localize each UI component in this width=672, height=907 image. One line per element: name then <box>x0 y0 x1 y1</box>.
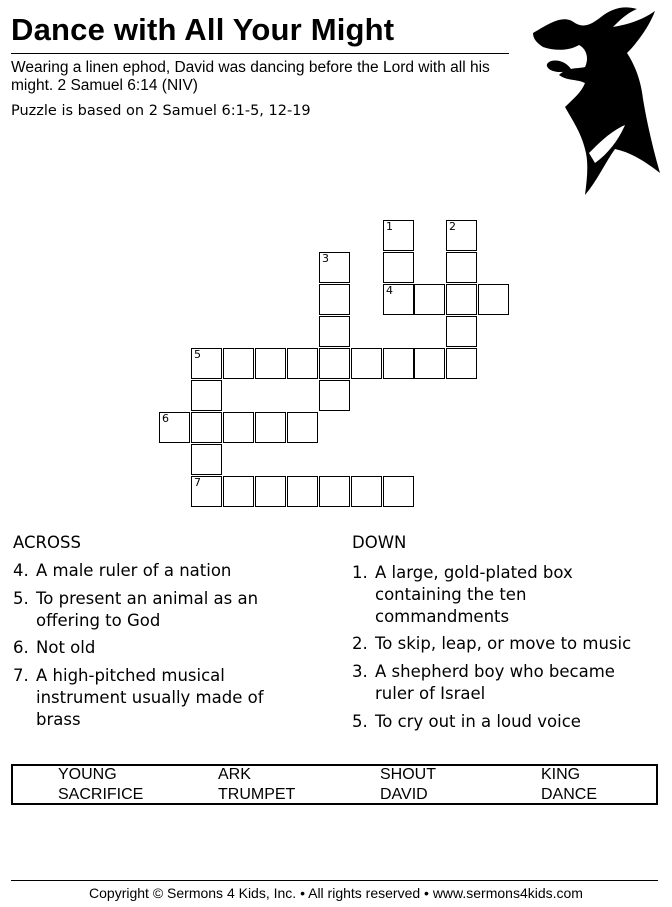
scripture-verse: Wearing a linen ephod, David was dancing before the Lord with all his might. 2 Samuel 6:14 (NIV) <box>11 59 490 94</box>
crossword-cell[interactable] <box>319 348 350 379</box>
crossword-cell[interactable] <box>319 252 350 283</box>
clue-text: To skip, leap, or move to music <box>375 634 632 653</box>
crossword-cell[interactable] <box>351 476 382 507</box>
crossword-cell[interactable] <box>223 412 254 443</box>
crossword-cell[interactable] <box>414 284 445 315</box>
clue-num: 5. <box>13 589 29 608</box>
clue-num: 7. <box>13 666 29 685</box>
crossword-cell[interactable] <box>287 476 318 507</box>
crossword-cell[interactable] <box>191 412 222 443</box>
crossword-cell[interactable] <box>383 476 414 507</box>
crossword-cell[interactable] <box>351 348 382 379</box>
clue-num: 6. <box>13 638 29 657</box>
crossword-cell[interactable] <box>191 380 222 411</box>
clue-num: 3. <box>352 662 368 681</box>
crossword-cell[interactable] <box>383 220 414 251</box>
clue-text: A male ruler of a nation <box>36 561 232 580</box>
crossword-cell[interactable] <box>446 348 477 379</box>
crossword-cell[interactable] <box>287 412 318 443</box>
crossword-cell[interactable] <box>478 284 509 315</box>
crossword-cell[interactable] <box>446 220 477 251</box>
word-bank-item: DAVID <box>380 786 428 803</box>
word-bank <box>11 764 658 805</box>
crossword-cell[interactable] <box>383 348 414 379</box>
crossword-cell[interactable] <box>446 252 477 283</box>
crossword-cell[interactable] <box>287 348 318 379</box>
clue-num: 1. <box>352 563 368 582</box>
clue-num: 5. <box>352 712 368 731</box>
crossword-cell[interactable] <box>319 476 350 507</box>
word-bank-item: DANCE <box>541 786 598 803</box>
clue-text: To cry out in a loud voice <box>375 712 581 731</box>
clue-number: 2 <box>449 220 456 233</box>
word-bank-item: KING <box>541 766 581 783</box>
footer-divider <box>11 880 658 881</box>
clue-num: 4. <box>13 561 29 580</box>
crossword-cell[interactable] <box>446 284 477 315</box>
puzzle-source: Puzzle is based on 2 Samuel 6:1-5, 12-19 <box>11 103 311 119</box>
across-heading: ACROSS <box>13 533 81 552</box>
clue-text: Not old <box>36 638 96 657</box>
clue-text: A high-pitched musical instrument usually made of brass <box>36 666 264 729</box>
copyright-notice: Copyright © Sermons 4 Kids, Inc. • All rights reserved • www.sermons4kids.com <box>89 885 583 901</box>
crossword-cell[interactable] <box>255 476 286 507</box>
crossword-cell[interactable] <box>319 284 350 315</box>
dancer-silhouette-icon <box>515 3 665 198</box>
page-title: Dance with All Your Might <box>11 12 395 47</box>
clue-number: 7 <box>194 476 201 489</box>
clue-number: 1 <box>386 220 393 233</box>
clue-number: 3 <box>322 252 329 265</box>
down-heading: DOWN <box>352 533 407 552</box>
clue-number: 6 <box>162 412 169 425</box>
clue-text: To present an animal as an offering to God <box>36 589 259 630</box>
clue-text: A large, gold-plated box containing the ten commandments <box>375 563 573 626</box>
crossword-cell[interactable] <box>383 252 414 283</box>
crossword-cell[interactable] <box>223 476 254 507</box>
crossword-cell[interactable] <box>255 412 286 443</box>
word-bank-item: SHOUT <box>380 766 436 783</box>
crossword-cell[interactable] <box>446 316 477 347</box>
clue-number: 5 <box>194 348 201 361</box>
crossword-cell[interactable] <box>191 444 222 475</box>
crossword-cell[interactable] <box>255 348 286 379</box>
crossword-cell[interactable] <box>383 284 414 315</box>
clue-number: 4 <box>386 284 393 297</box>
word-bank-item: TRUMPET <box>218 786 296 803</box>
title-divider <box>11 53 509 54</box>
crossword-cell[interactable] <box>191 476 222 507</box>
word-bank-item: ARK <box>218 766 251 783</box>
crossword-cell[interactable] <box>159 412 190 443</box>
word-bank-item: SACRIFICE <box>58 786 144 803</box>
crossword-cell[interactable] <box>191 348 222 379</box>
word-bank-item: YOUNG <box>58 766 117 783</box>
crossword-cell[interactable] <box>414 348 445 379</box>
crossword-cell[interactable] <box>223 348 254 379</box>
crossword-cell[interactable] <box>319 380 350 411</box>
clue-num: 2. <box>352 634 368 653</box>
crossword-cell[interactable] <box>319 316 350 347</box>
clue-text: A shepherd boy who became ruler of Israel <box>375 662 615 703</box>
